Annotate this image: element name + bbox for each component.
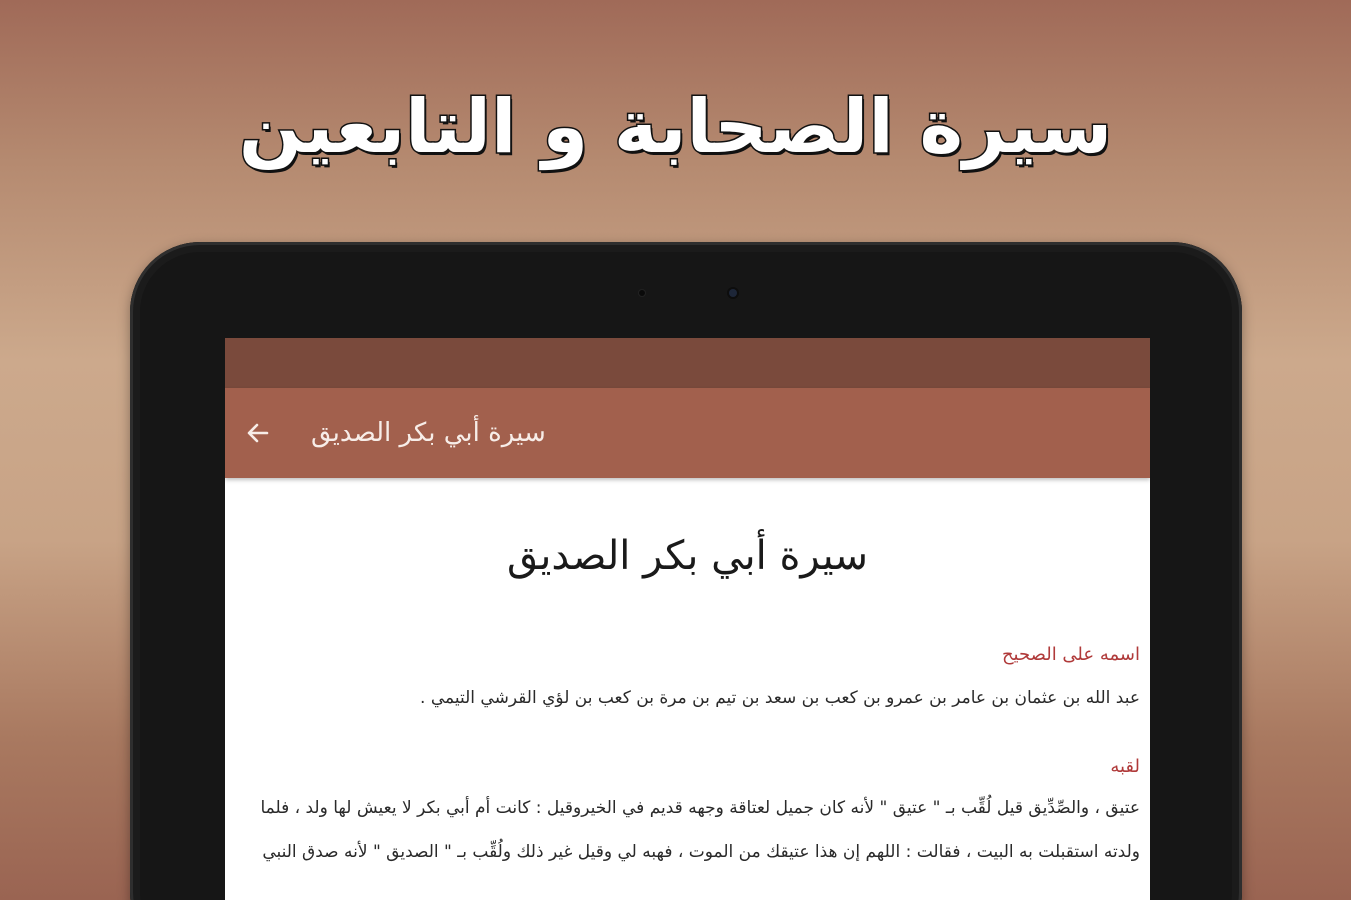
sensor-dot [639,290,645,296]
back-button[interactable] [239,413,279,453]
app-bar-title: سيرة أبي بكر الصديق [311,418,546,448]
paragraph-line: عبد الله بن عثمان بن عامر بن عمرو بن كعب بن سعد بن تيم بن مرة بن كعب بن لؤي القرشي التيمي . [420,688,1140,708]
section-heading-title: لقبه [1110,756,1140,777]
section-body-name [232,676,1140,720]
paragraph-line: ولدته استقبلت به البيت ، فقالت : اللهم إن هذا عتيقك من الموت ، فهبه لي وقيل غير ذلك ولُقِّب بـ " الصديق " لأنه صدق النبي [262,842,1140,862]
promo-title: سيرة الصحابة و التابعين [238,84,1113,170]
article-content[interactable] [225,478,1150,900]
app-bar [225,388,1150,478]
section-body-title [232,786,1140,874]
section-heading-name: اسمه على الصحيح [1001,644,1140,665]
front-camera-icon [729,289,737,297]
paragraph-line: عتيق ، والصِّدِّيق قيل لُقِّب بـ " عتيق " لأنه كان جميل لعتاقة وجهه قديم في الخيروقيل : كانت أم أبي بكر لا يعيش لها ولد ، فلما [260,798,1140,818]
article-title: سيرة أبي بكر الصديق [506,533,869,579]
tablet-screen [225,338,1150,900]
arrow-left-icon [239,413,279,453]
status-bar [225,338,1150,388]
